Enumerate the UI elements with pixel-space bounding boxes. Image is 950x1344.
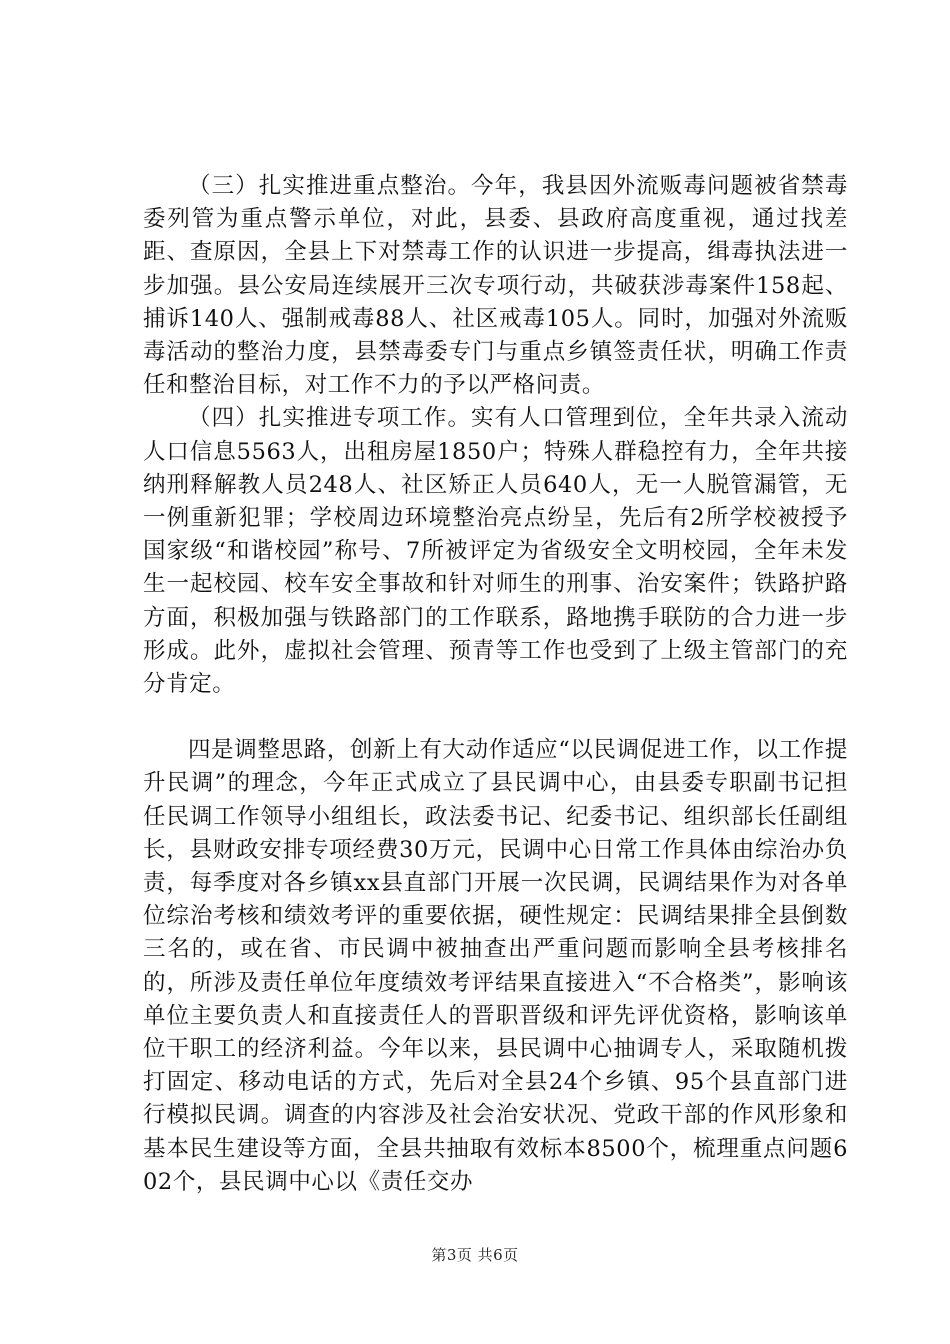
paragraph-special-work: （四）扎实推进专项工作。实有人口管理到位，全年共录入流动人口信息5563人，出租房屋1850户；特殊人群稳控有力，全年共接纳刑释解教人员248人、社区矫正人员640人，无一人脱管漏管，无一例重新犯罪；学校周边环境整治亮点纷呈，先后有2所学校被授予国家级“和谐校园”称号、7所被评定为省级安全文明校园，全年未发生一起校园、校车安全事故和针对师生的刑事、治安案件；铁路护路方面，积极加强与铁路部门的工作联系，路地携手联防的合力进一步形成。此外，虚拟社会管理、预青等工作也受到了上级主管部门的充分肯定。 xyxy=(143,405,848,698)
page-number-footer: 第3页 共6页 xyxy=(431,1246,519,1264)
document-body xyxy=(143,170,848,1199)
paragraph-key-rectification: （三）扎实推进重点整治。今年，我县因外流贩毒问题被省禁毒委列管为重点警示单位，对此，县委、县政府高度重视，通过找差距、查原因，全县上下对禁毒工作的认识进一步提高，缉毒执法进一步加强。县公安局连续展开三次专项行动，共破获涉毒案件158起、捕诉140人、强制戒毒88人、社区戒毒105人。同时，加强对外流贩毒活动的整治力度，县禁毒委专门与重点乡镇签责任状，明确工作责任和整治目标，对工作不力的予以严格问责。 xyxy=(143,173,848,399)
paragraph-spacer xyxy=(143,701,848,734)
paragraph-public-opinion-survey: 四是调整思路，创新上有大动作适应“以民调促进工作，以工作提升民调”的理念，今年正式成立了县民调中心，由县委专职副书记担任民调工作领导小组组长，政法委书记、纪委书记、组织部长任副组长，县财政安排专项经费30万元，民调中心日常工作具体由综治办负责，每季度对各乡镇xx县直部门开展一次民调，民调结果作为对各单位综治考核和绩效考评的重要依据，硬性规定：民调结果排全县倒数三名的，或在省、市民调中被抽查出严重问题而影响全县考核排名的，所涉及责任单位年度绩效考评结果直接进入“不合格类”，影响该单位主要负责人和直接责任人的晋职晋级和评先评优资格，影响该单位干职工的经济利益。今年以来，县民调中心抽调专人，采取随机拨打固定、移动电话的方式，先后对全县24个乡镇、95个县直部门进行模拟民调。调查的内容涉及社会治安状况、党政干部的作风形象和基本民生建设等方面，全县共抽取有效标本8500个，梳理重点问题602个，县民调中心以《责任交办 xyxy=(143,737,848,1195)
